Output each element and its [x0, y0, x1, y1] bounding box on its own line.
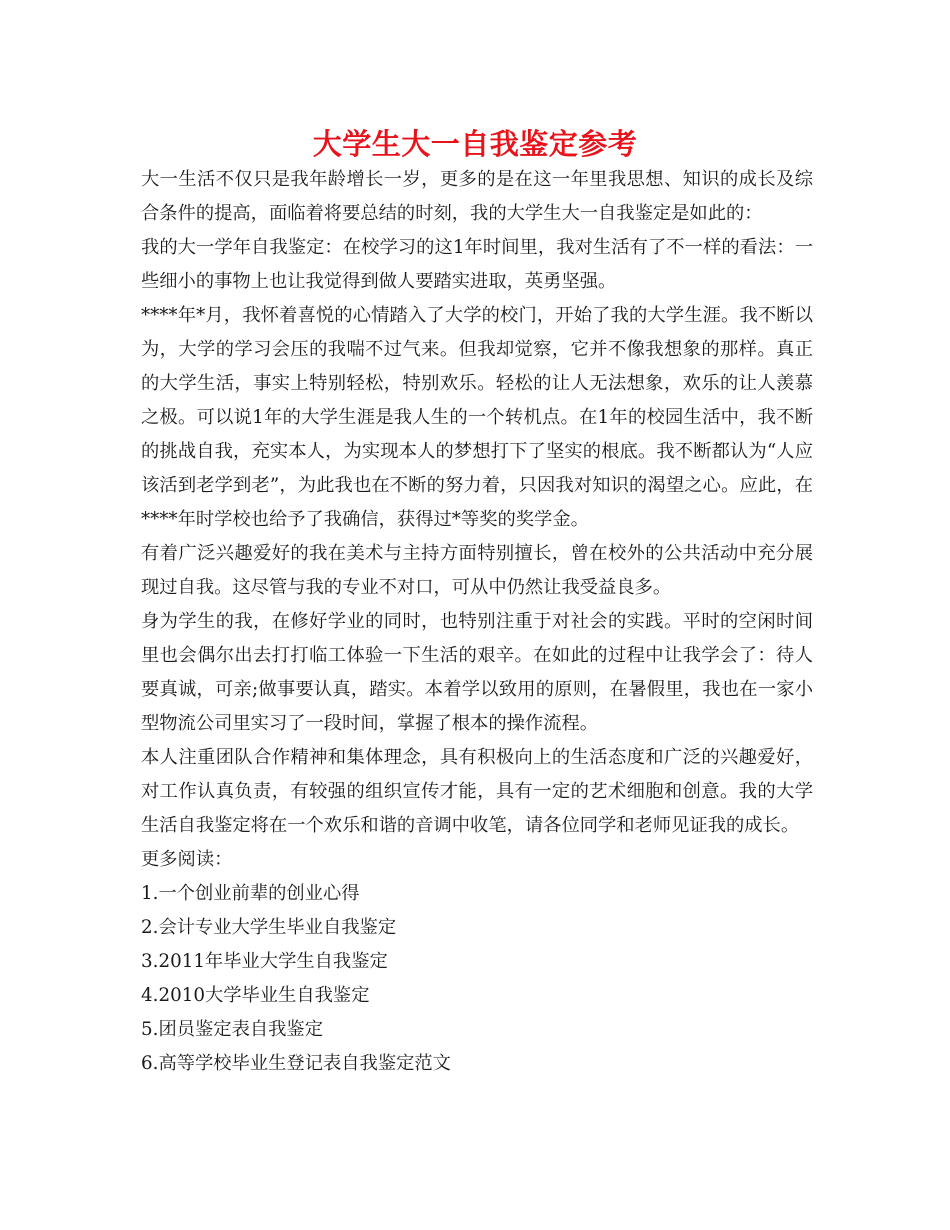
paragraph-conclusion: 本人注重团队合作精神和集体理念，具有积极向上的生活态度和广泛的兴趣爱好，对工作认真负责，有较强的组织宣传才能，具有一定的艺术细胞和创意。我的大学生活自我鉴定将在一个欢乐和谐的音调中收笔，请各位同学和老师见证我的成长。: [141, 747, 813, 836]
more-reading-list: [141, 877, 813, 1081]
document-body: [141, 163, 813, 1081]
paragraph-social-practice: 身为学生的我，在修好学业的同时，也特别注重于对社会的实践。平时的空闲时间里也会偶尔出去打打临工体验一下生活的艰辛。在如此的过程中让我学会了：待人要真诚，可亲;做事要认真，踏实。本着学以致用的原则，在暑假里，我也在一家小型物流公司里实习了一段时间，掌握了根本的操作流程。: [141, 611, 813, 734]
more-reading-item: 6.高等学校毕业生登记表自我鉴定范文: [141, 1053, 451, 1074]
more-reading-item: 5.团员鉴定表自我鉴定: [141, 1019, 323, 1040]
more-reading-item: 4.2010大学毕业生自我鉴定: [141, 985, 370, 1006]
more-reading-item: 2.会计专业大学生毕业自我鉴定: [141, 917, 397, 938]
more-reading-heading: 更多阅读：: [141, 849, 233, 870]
paragraph-self-assessment: 我的大一学年自我鉴定：在校学习的这1年时间里，我对生活有了不一样的看法：一些细小的事物上也让我觉得到做人要踏实进取，英勇坚强。: [141, 237, 813, 292]
paragraph-university-life: ****年*月，我怀着喜悦的心情踏入了大学的校门，开始了我的大学生涯。我不断以为，大学的学习会压的我喘不过气来。但我却觉察，它并不像我想象的那样。真正的大学生活，事实上特别轻松，特别欢乐。轻松的让人无法想象，欢乐的让人羡慕之极。可以说1年的大学生涯是我人生的一个转机点。在1年的校园生活中，我不断的挑战自我，充实本人，为实现本人的梦想打下了坚实的根底。我不断都认为“人应该活到老学到老”，为此我也在不断的努力着，只因我对知识的渴望之心。应此，在****年时学校也给予了我确信，获得过*等奖的奖学金。: [141, 305, 813, 530]
more-reading-item: 1.一个创业前辈的创业心得: [141, 883, 360, 904]
paragraph-intro: 大一生活不仅只是我年龄增长一岁，更多的是在这一年里我思想、知识的成长及综合条件的提高，面临着将要总结的时刻，我的大学生大一自我鉴定是如此的：: [141, 169, 813, 224]
document-title: 大学生大一自我鉴定参考: [312, 127, 638, 161]
more-reading-item: 3.2011年毕业大学生自我鉴定: [141, 951, 388, 972]
paragraph-hobbies: 有着广泛兴趣爱好的我在美术与主持方面特别擅长，曾在校外的公共活动中充分展现过自我。这尽管与我的专业不对口，可从中仍然让我受益良多。: [141, 543, 813, 598]
